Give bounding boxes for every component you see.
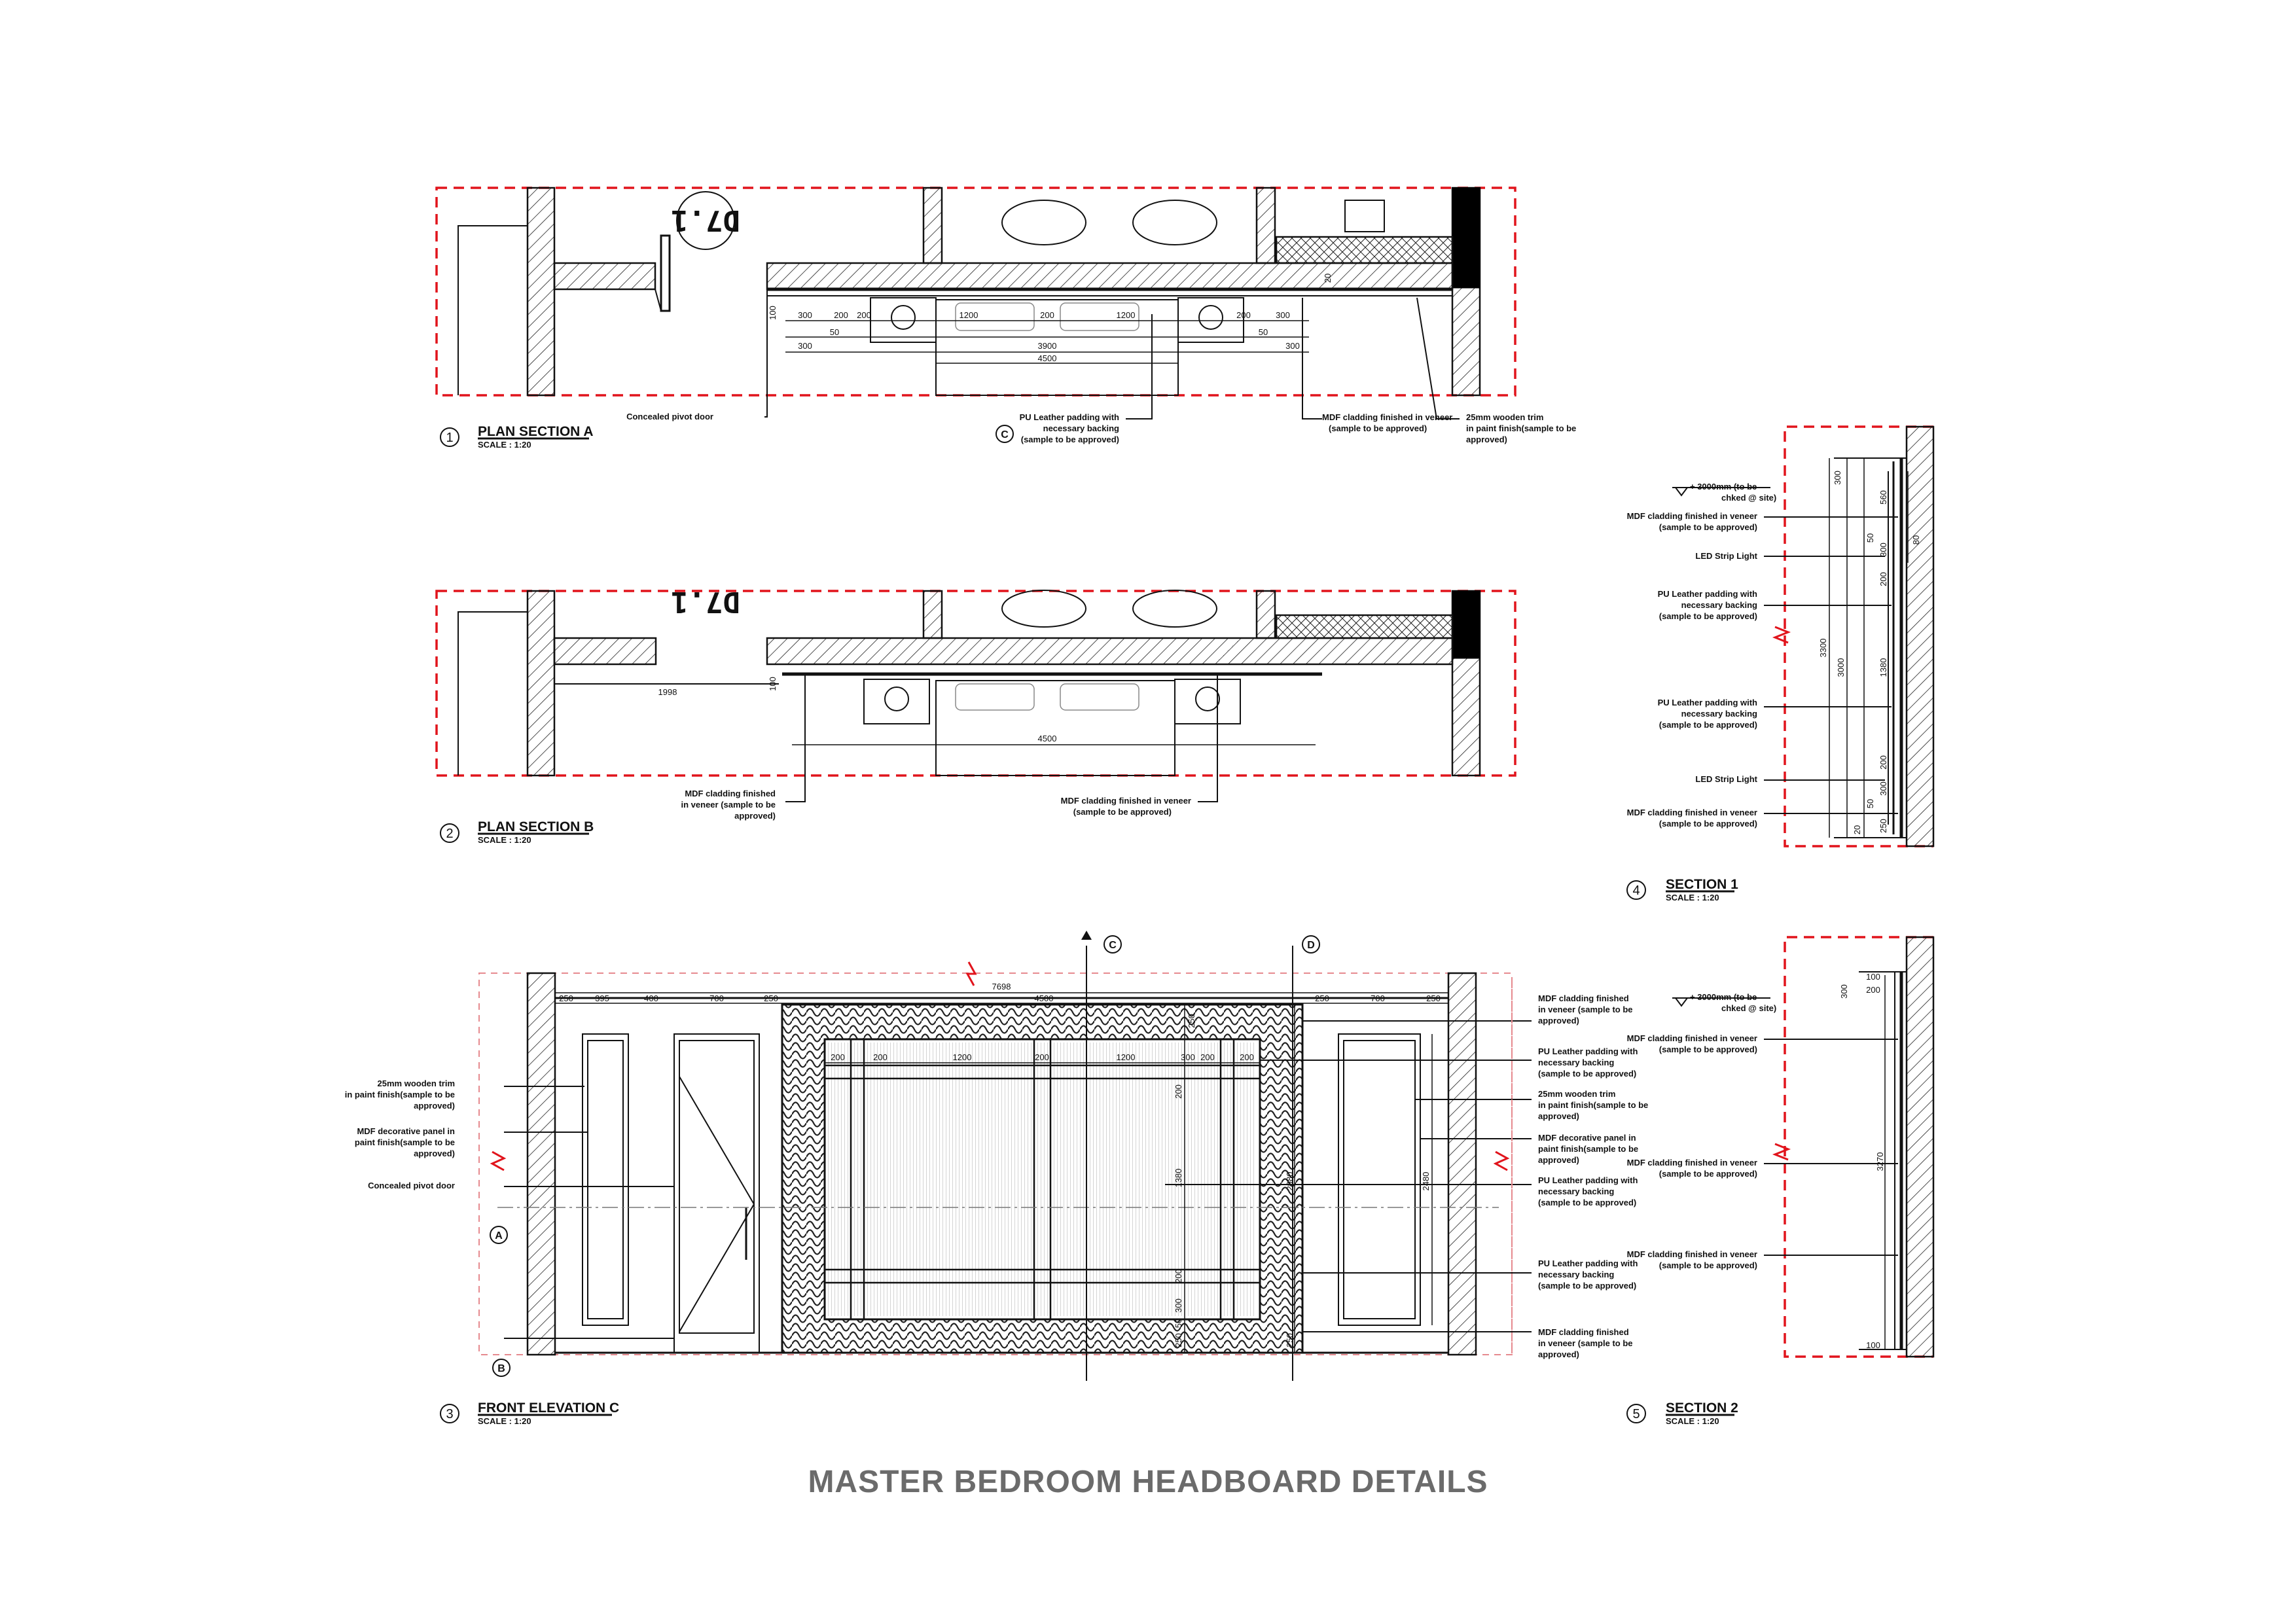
drawing-5-number: 5	[1632, 1407, 1640, 1421]
elevation-note-right-panel-0: MDF decorative panel in	[1538, 1133, 1636, 1143]
section-2-note-mdf-b-1: (sample to be approved)	[1659, 1169, 1757, 1179]
drawing-1-number: 1	[446, 431, 454, 445]
plan-a-leader-door	[764, 289, 767, 417]
plan-a-bedside-left	[870, 298, 936, 342]
plan-a-redline-frame	[437, 188, 1515, 395]
elevation-inner-dim-0: 200	[831, 1052, 845, 1062]
section-2-note-mdf-c-1: (sample to be approved)	[1659, 1260, 1757, 1270]
plan-a-partition-1	[924, 188, 942, 263]
section-1-dim-560: 560	[1878, 490, 1888, 505]
elevation-right-panel-inner	[1344, 1041, 1415, 1319]
plan-b-lamp-right	[1196, 687, 1219, 711]
plan-b-partition-1	[924, 591, 942, 638]
plan-b-pillow-2	[1060, 684, 1139, 710]
section-2-dim-100b: 100	[1866, 1340, 1880, 1350]
elevation-top-dim-0: 250	[559, 993, 573, 1003]
plan-a-left-wall	[528, 188, 554, 395]
drawing-3-title: FRONT ELEVATION C	[478, 1400, 620, 1416]
plan-a-note-trim-1: in paint finish(sample to be	[1466, 423, 1577, 433]
section-1-wall	[1907, 427, 1933, 846]
plan-b-dim-100: 100	[768, 677, 778, 691]
section-1-note-pu-a-2: (sample to be approved)	[1659, 611, 1757, 621]
section-1	[1627, 427, 1933, 902]
plan-a-dim-row1-5: 1200	[1116, 310, 1136, 320]
plan-a-partition-2	[1257, 188, 1275, 263]
elevation-note-right-pu-low-0: PU Leather padding with	[1538, 1258, 1638, 1268]
plan-a-headboard-wall	[767, 263, 1452, 289]
section-2-note-mdf-c-0: MDF cladding finished in veneer	[1626, 1249, 1757, 1259]
elevation-headboard-texture	[828, 1043, 1257, 1316]
plan-a-column	[1452, 188, 1480, 288]
plan-a-lamp-left	[891, 306, 915, 329]
drawing-4-scale: SCALE : 1:20	[1666, 893, 1719, 902]
plan-a-section-mark-c-label: C	[1001, 429, 1009, 440]
plan-a-wc	[1345, 200, 1384, 232]
elevation-note-right-pu-low-2: (sample to be approved)	[1538, 1281, 1637, 1291]
elevation-note-right-pu-low-1: necessary backing	[1538, 1270, 1615, 1279]
plan-b-note-left-2: approved)	[734, 811, 776, 821]
elevation-vdim-250c: 250	[1285, 1333, 1295, 1347]
section-1-note-pu-a-1: necessary backing	[1681, 600, 1757, 610]
section-2-level-0: + 3000mm (to be	[1690, 992, 1757, 1002]
plan-b-door-tag: D7.1	[671, 585, 740, 618]
plan-b-pillow-1	[956, 684, 1034, 710]
elevation-note-left-trim-0: 25mm wooden trim	[377, 1079, 455, 1088]
section-2-dim-100a: 100	[1866, 972, 1880, 982]
section-2-dim-3270: 3270	[1875, 1152, 1885, 1171]
section-1-note-pu-a-0: PU Leather padding with	[1657, 589, 1757, 599]
section-2-level-symbol	[1676, 998, 1687, 1006]
section-1-dim-50b: 50	[1865, 798, 1875, 809]
elevation-note-right-mdf-top-1: in veneer (sample to be	[1538, 1005, 1633, 1014]
elevation-dim-overall: 7698	[992, 982, 1011, 991]
section-1-dim-80: 80	[1911, 535, 1921, 545]
plan-section-b	[437, 585, 1515, 845]
plan-a-dim-50a: 50	[829, 327, 840, 337]
elevation-break-mark-right	[1496, 1152, 1507, 1170]
plan-a-dim-row1-4: 200	[1040, 310, 1054, 320]
plan-a-dim-300-r: 300	[1285, 341, 1300, 351]
elevation-vdim-2980: 2980	[1285, 1171, 1295, 1191]
section-1-level-1: chked @ site)	[1721, 493, 1777, 503]
plan-b-tile-strip	[1276, 615, 1452, 638]
elevation-break-mark-left	[492, 1152, 504, 1170]
elevation-vdim-200a: 200	[1174, 1084, 1183, 1099]
elevation-top-dim-2: 400	[644, 993, 658, 1003]
section-1-dim-20: 20	[1852, 825, 1862, 835]
plan-a-basin-1	[1002, 200, 1086, 245]
plan-a-note-trim-0: 25mm wooden trim	[1466, 412, 1544, 422]
elevation-note-right-trim-1: in paint finish(sample to be	[1538, 1100, 1649, 1110]
section-1-note-mdf-top-1: (sample to be approved)	[1659, 522, 1757, 532]
elevation-vdim-200b: 200	[1174, 1269, 1183, 1283]
section-1-note-led-bottom: LED Strip Light	[1695, 774, 1757, 784]
section-2-note-mdf-a-0: MDF cladding finished in veneer	[1626, 1033, 1757, 1043]
plan-a-dim-300-l: 300	[798, 341, 812, 351]
elevation-section-mark-a-label: A	[495, 1230, 503, 1241]
section-1-note-pu-b-0: PU Leather padding with	[1657, 698, 1757, 707]
elevation-top-dim-6: 250	[1315, 993, 1329, 1003]
drawing-5-scale: SCALE : 1:20	[1666, 1416, 1719, 1426]
elevation-note-right-panel-1: paint finish(sample to be	[1538, 1144, 1639, 1154]
section-1-note-led-top: LED Strip Light	[1695, 551, 1757, 561]
sheet-title: MASTER BEDROOM HEADBOARD DETAILS	[808, 1465, 1488, 1499]
section-2-level-1: chked @ site)	[1721, 1003, 1777, 1013]
elevation-section-mark-b-label: B	[497, 1363, 505, 1374]
section-2-wall	[1907, 937, 1933, 1357]
plan-a-left-wall-cladding	[554, 263, 655, 289]
plan-a-dim-row1-7: 300	[1276, 310, 1290, 320]
plan-a-dim-row1-3: 1200	[959, 310, 978, 320]
section-1-dim-1380: 1380	[1878, 658, 1888, 677]
elevation-section-arrow-c	[1081, 931, 1092, 940]
section-1-note-pu-b-2: (sample to be approved)	[1659, 720, 1757, 730]
plan-b-partition-2	[1257, 591, 1275, 638]
plan-a-leader-pu	[1126, 314, 1152, 419]
elevation-right-panel	[1338, 1034, 1420, 1325]
elevation-note-left-panel-2: approved)	[414, 1149, 455, 1158]
section-1-dim-3300: 3300	[1818, 638, 1828, 658]
section-1-dim-200b: 200	[1878, 755, 1888, 770]
elevation-pivot-door	[674, 1034, 759, 1353]
plan-b-bedside-right	[1175, 679, 1240, 724]
elevation-left-wall	[528, 973, 555, 1355]
drawing-1-scale: SCALE : 1:20	[478, 440, 531, 450]
section-2-dim-200: 200	[1866, 985, 1880, 995]
elevation-inner-dim-3: 200	[1035, 1052, 1049, 1062]
elevation-note-right-pu-top-0: PU Leather padding with	[1538, 1046, 1638, 1056]
section-1-dim-300c: 300	[1878, 781, 1888, 796]
elevation-pivot-door-inner	[679, 1041, 754, 1333]
plan-a-dim-100: 100	[768, 306, 778, 320]
drawing-2-number: 2	[446, 827, 454, 841]
section-1-note-mdf-bottom-1: (sample to be approved)	[1659, 819, 1757, 829]
elevation-note-right-pu-mid-2: (sample to be approved)	[1538, 1198, 1637, 1207]
elevation-note-left-panel-1: paint finish(sample to be	[354, 1137, 455, 1147]
elevation-top-dim-8: 250	[1426, 993, 1441, 1003]
plan-a-basin-2	[1133, 200, 1217, 245]
plan-b-dim-4500: 4500	[1037, 734, 1057, 743]
elevation-note-right-trim-2: approved)	[1538, 1111, 1579, 1121]
elevation-vdim-50: 50	[1174, 1318, 1183, 1329]
plan-a-note-pu-2: (sample to be approved)	[1020, 435, 1119, 444]
elevation-right-wall	[1448, 973, 1476, 1355]
plan-b-note-right-0: MDF cladding finished in veneer	[1060, 796, 1191, 806]
section-1-level-symbol	[1676, 488, 1687, 495]
plan-a-dim-row1-2: 200	[857, 310, 871, 320]
plan-b-leader-left	[785, 674, 805, 802]
plan-section-a	[437, 188, 1576, 450]
elevation-top-dim-1: 395	[595, 993, 609, 1003]
elevation-vdim-1380: 1380	[1174, 1168, 1183, 1188]
section-1-level-0: + 3000mm (to be	[1690, 482, 1757, 491]
drawing-3-number: 3	[446, 1407, 454, 1421]
plan-a-tile-strip	[1276, 237, 1452, 263]
plan-a-note-pu-0: PU Leather padding with	[1019, 412, 1119, 422]
elevation-note-right-pu-mid-0: PU Leather padding with	[1538, 1175, 1638, 1185]
elevation-note-left-trim-1: in paint finish(sample to be	[344, 1090, 455, 1099]
plan-b-column	[1452, 591, 1480, 658]
elevation-top-dim-4: 250	[764, 993, 778, 1003]
plan-a-dim-4500: 4500	[1037, 353, 1057, 363]
section-2-dim-300: 300	[1839, 984, 1849, 999]
plan-a-dim-row1-0: 300	[798, 310, 812, 320]
drawing-2-scale: SCALE : 1:20	[478, 835, 531, 845]
elevation-note-right-mdf-top-0: MDF cladding finished	[1538, 993, 1629, 1003]
plan-a-lamp-right	[1199, 306, 1223, 329]
plan-b-headboard-wall	[767, 638, 1452, 664]
drawing-3-scale: SCALE : 1:20	[478, 1416, 531, 1426]
plan-b-basin-1	[1002, 590, 1086, 627]
elevation-vdim-250b: 250	[1174, 1333, 1183, 1347]
elevation-section-mark-c-label: C	[1109, 940, 1117, 951]
elevation-inner-dim-4: 1200	[1116, 1052, 1136, 1062]
elevation-inner-dim-2: 1200	[952, 1052, 972, 1062]
plan-a-dim-3900: 3900	[1037, 341, 1057, 351]
elevation-left-panel-inner	[588, 1041, 623, 1319]
section-1-note-mdf-bottom-0: MDF cladding finished in veneer	[1626, 808, 1757, 817]
plan-b-left-wall	[528, 591, 554, 776]
elevation-vdim-2480: 2480	[1421, 1171, 1431, 1191]
section-2-note-mdf-b-0: MDF cladding finished in veneer	[1626, 1158, 1757, 1168]
elevation-note-left-door: Concealed pivot door	[368, 1181, 455, 1190]
section-1-dim-3000: 3000	[1836, 658, 1846, 677]
elevation-inner-dim-1: 200	[873, 1052, 888, 1062]
plan-a-note-trim-2: approved)	[1466, 435, 1507, 444]
elevation-door-swing	[679, 1077, 754, 1332]
plan-b-note-left-0: MDF cladding finished	[685, 789, 776, 798]
plan-a-note-pivot-door: Concealed pivot door	[626, 412, 713, 421]
elevation-vdim-300: 300	[1174, 1298, 1183, 1313]
elevation-vdim-250a: 250	[1187, 1014, 1196, 1028]
elevation-break-mark-top	[967, 962, 975, 986]
elevation-note-left-trim-2: approved)	[414, 1101, 455, 1111]
plan-b-bedside-left	[864, 679, 929, 724]
elevation-note-right-mdf-bottom-0: MDF cladding finished	[1538, 1327, 1629, 1337]
elevation-note-right-mdf-bottom-1: in veneer (sample to be	[1538, 1338, 1633, 1348]
section-1-note-mdf-top-0: MDF cladding finished in veneer	[1626, 511, 1757, 521]
plan-b-left-cladding	[554, 638, 656, 664]
plan-b-left-furniture	[458, 612, 528, 776]
plan-b-note-left-1: in veneer (sample to be	[681, 800, 776, 810]
drawing-4-title: SECTION 1	[1666, 877, 1738, 892]
elevation-top-dim-7: 700	[1371, 993, 1385, 1003]
drawing-4-number: 4	[1632, 883, 1640, 898]
elevation-note-right-pu-top-2: (sample to be approved)	[1538, 1069, 1637, 1079]
section-2-note-mdf-a-1: (sample to be approved)	[1659, 1044, 1757, 1054]
section-1-dim-50a: 50	[1865, 533, 1875, 543]
plan-b-lamp-left	[885, 687, 908, 711]
plan-a-left-furniture	[458, 226, 528, 395]
section-1-dim-300a: 300	[1833, 471, 1842, 485]
plan-a-dim-row1-6: 200	[1236, 310, 1251, 320]
elevation-left-panel	[583, 1034, 628, 1325]
elevation-note-right-mdf-bottom-2: approved)	[1538, 1349, 1579, 1359]
plan-a-dim-row1-1: 200	[834, 310, 848, 320]
section-1-dim-300b: 300	[1878, 543, 1888, 557]
plan-a-bedside-right	[1178, 298, 1244, 342]
front-elevation-c	[345, 931, 1649, 1426]
plan-a-leader-mdf	[1302, 298, 1322, 419]
plan-a-note-mdf-0: MDF cladding finished in veneer	[1322, 412, 1453, 422]
section-1-dim-250: 250	[1878, 819, 1888, 833]
elevation-note-left-panel-0: MDF decorative panel in	[357, 1126, 455, 1136]
elevation-note-right-pu-mid-1: necessary backing	[1538, 1186, 1615, 1196]
section-2	[1627, 937, 1933, 1426]
elevation-inner-dim-5: 300	[1181, 1052, 1195, 1062]
drawing-1-title: PLAN SECTION A	[478, 424, 594, 439]
plan-a-note-mdf-1: (sample to be approved)	[1329, 423, 1427, 433]
drawing-5-title: SECTION 2	[1666, 1400, 1738, 1416]
elevation-note-right-mdf-top-2: approved)	[1538, 1016, 1579, 1026]
plan-b-basin-2	[1133, 590, 1217, 627]
elevation-note-right-trim-0: 25mm wooden trim	[1538, 1089, 1616, 1099]
plan-b-dim-1998: 1998	[658, 687, 677, 697]
section-1-note-pu-b-1: necessary backing	[1681, 709, 1757, 719]
elevation-note-right-pu-top-1: necessary backing	[1538, 1058, 1615, 1067]
plan-a-dim-20: 20	[1323, 273, 1333, 283]
elevation-inner-dim-7: 200	[1240, 1052, 1254, 1062]
section-1-dim-200a: 200	[1878, 572, 1888, 586]
drawing-2-title: PLAN SECTION B	[478, 819, 594, 834]
plan-a-pivot-door	[661, 236, 670, 311]
plan-a-door-tag: D7.1	[671, 204, 740, 237]
elevation-inner-dim-6: 200	[1200, 1052, 1215, 1062]
elevation-note-right-panel-2: approved)	[1538, 1155, 1579, 1165]
section-2-break-mark	[1775, 1144, 1788, 1160]
plan-a-note-pu-1: necessary backing	[1043, 423, 1119, 433]
elevation-section-mark-d-label: D	[1307, 940, 1315, 951]
plan-a-dim-50b: 50	[1258, 327, 1268, 337]
plan-b-note-right-1: (sample to be approved)	[1073, 807, 1172, 817]
elevation-top-dim-5: 4500	[1034, 993, 1054, 1003]
section-1-break-mark	[1775, 627, 1788, 643]
plan-b-leader-right	[1198, 674, 1217, 802]
elevation-top-dim-3: 700	[709, 993, 724, 1003]
